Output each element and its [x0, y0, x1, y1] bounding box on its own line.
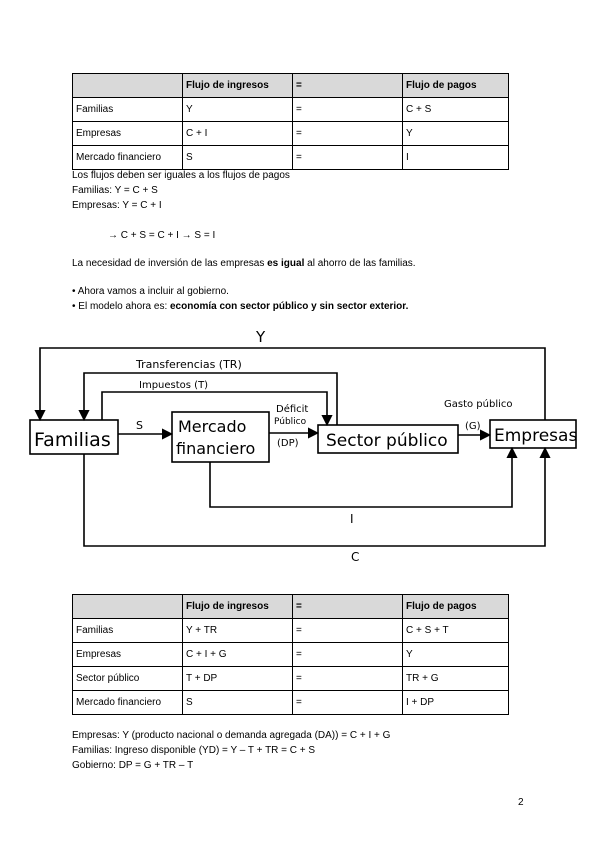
table-cell: Empresas: [73, 122, 183, 146]
table-cell: Familias: [73, 98, 183, 122]
table-cell: =: [293, 691, 403, 715]
table-cell: C + S: [403, 98, 509, 122]
table-cell: Mercado financiero: [73, 691, 183, 715]
table-header-row: [73, 74, 509, 98]
sector-label: Sector público: [326, 431, 448, 451]
text-line: Familias: Ingreso disponible (YD) = Y – T + TR = C + S: [72, 745, 316, 756]
table-cell: =: [293, 98, 403, 122]
table-cell: Y: [403, 122, 509, 146]
header-cell: Flujo de ingresos: [183, 74, 293, 98]
c-label: C: [351, 550, 360, 564]
table-cell: C + I + G: [183, 643, 293, 667]
table-cell: TR + G: [403, 667, 509, 691]
table-cell: C + I: [183, 122, 293, 146]
header-cell: [73, 595, 183, 619]
g-label: (G): [465, 421, 481, 432]
table-cell: Y: [403, 643, 509, 667]
text-line: Empresas: Y (producto nacional o demanda agregada (DA)) = C + I + G: [72, 730, 391, 741]
table-row: [73, 146, 509, 170]
table-cell: T + DP: [183, 667, 293, 691]
mercado-label-1: Mercado: [178, 417, 247, 436]
table-cell: =: [293, 146, 403, 170]
mercado-label-2: financiero: [176, 439, 256, 458]
table-cell: Familias: [73, 619, 183, 643]
table-cell: S: [183, 691, 293, 715]
table-cell: I: [403, 146, 509, 170]
table-cell: =: [293, 619, 403, 643]
text-span: al ahorro de las familias.: [304, 258, 416, 269]
header-cell: Flujo de pagos: [403, 595, 509, 619]
familias-label: Familias: [34, 429, 111, 451]
y-label: Y: [256, 328, 266, 346]
equation-line: → C + S = C + I → S = I: [108, 230, 216, 241]
t-label: Impuestos (T): [139, 380, 209, 391]
text-line: Familias: Y = C + S: [72, 185, 158, 196]
table-row: [73, 98, 509, 122]
table-row: [73, 643, 509, 667]
table-row: [73, 619, 509, 643]
deficit-label-1: Déficit: [276, 404, 309, 415]
header-cell: Flujo de ingresos: [183, 595, 293, 619]
table-cell: S: [183, 146, 293, 170]
gasto-label: Gasto público: [444, 399, 513, 410]
table-cell: =: [293, 643, 403, 667]
text-line: [72, 258, 416, 269]
table-cell: Y: [183, 98, 293, 122]
table-cell: Empresas: [73, 643, 183, 667]
table-cell: Mercado financiero: [73, 146, 183, 170]
text-span: La necesidad de inversión de las empresas: [72, 258, 268, 269]
header-cell: =: [293, 74, 403, 98]
bold-text: es igual: [267, 258, 305, 269]
deficit-label-2: Público: [274, 417, 307, 427]
table-cell: I + DP: [403, 691, 509, 715]
bullet-item: [72, 301, 408, 312]
dp-label: (DP): [277, 438, 299, 449]
i-flow-arrow: [210, 448, 512, 507]
income-flow-table-1: [72, 73, 509, 170]
table-cell: Sector público: [73, 667, 183, 691]
table-cell: C + S + T: [403, 619, 509, 643]
table-header-row: [73, 595, 509, 619]
c-flow-arrow: [84, 448, 545, 546]
s-label: S: [136, 419, 143, 432]
table-row: [73, 122, 509, 146]
table-row: [73, 667, 509, 691]
table-cell: =: [293, 122, 403, 146]
page-number: 2: [518, 797, 524, 808]
text-line: Gobierno: DP = G + TR – T: [72, 760, 194, 771]
bold-text: economía con sector público y sin sector exterior.: [170, 301, 409, 312]
header-cell: =: [293, 595, 403, 619]
table-row: [73, 691, 509, 715]
circular-flow-diagram: [0, 325, 600, 565]
i-label: I: [350, 512, 354, 526]
header-cell: Flujo de pagos: [403, 74, 509, 98]
text-span: • El modelo ahora es:: [72, 301, 170, 312]
table-cell: Y + TR: [183, 619, 293, 643]
bullet-item: • Ahora vamos a incluir al gobierno.: [72, 286, 229, 297]
header-cell: [73, 74, 183, 98]
text-line: Los flujos deben ser iguales a los flujos de pagos: [72, 170, 290, 181]
text-line: Empresas: Y = C + I: [72, 200, 162, 211]
empresas-label: Empresas: [494, 426, 578, 446]
table-cell: =: [293, 667, 403, 691]
income-flow-table-2: [72, 594, 509, 715]
tr-label: Transferencias (TR): [136, 358, 242, 371]
